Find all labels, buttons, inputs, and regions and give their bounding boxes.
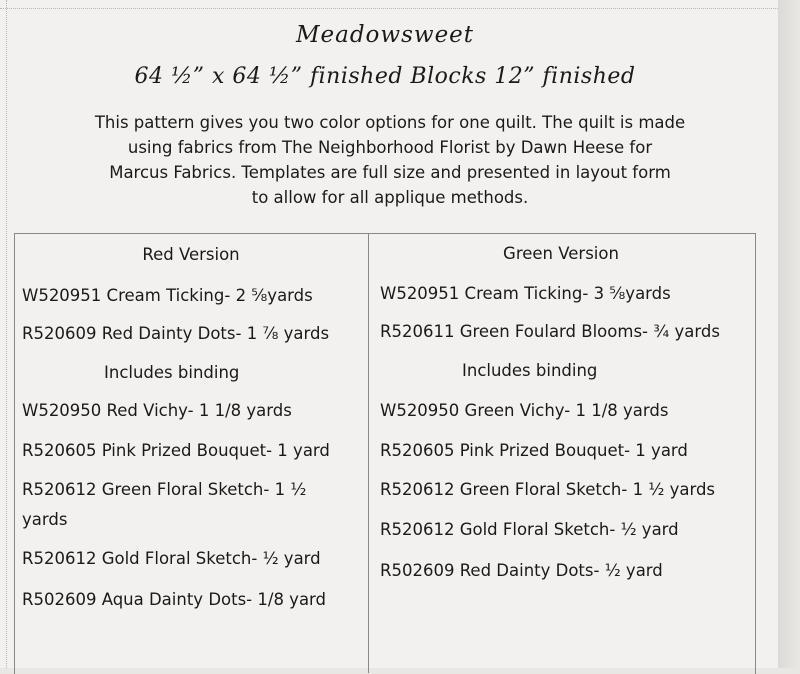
green-fabric-line: R502609 Red Dainty Dots- ½ yard (380, 561, 663, 580)
green-version-heading: Green Version (503, 244, 619, 263)
description-line: to allow for all applique methods. (251, 188, 529, 207)
green-fabric-line: R520611 Green Foulard Blooms- ¾ yards (380, 322, 720, 341)
card-edge-shadow (778, 0, 800, 668)
description-line: Marcus Fabrics. Templates are full size and presented in layout form (109, 163, 671, 182)
pattern-dimensions: 64 ½” x 64 ½” finished Blocks 12” finished (134, 64, 636, 89)
red-fabric-line: R520612 Green Floral Sketch- 1 ½ (22, 480, 307, 499)
red-fabric-line: W520950 Red Vichy- 1 1/8 yards (22, 401, 292, 420)
green-binding-note: Includes binding (462, 361, 598, 380)
column-divider (368, 233, 369, 673)
red-binding-note: Includes binding (104, 363, 240, 382)
red-fabric-line: R520609 Red Dainty Dots- 1 ⅞ yards (22, 324, 330, 343)
red-fabric-line: R520605 Pink Prized Bouquet- 1 yard (22, 441, 330, 460)
green-fabric-line: W520951 Cream Ticking- 3 ⅝yards (380, 284, 671, 303)
green-fabric-line: R520612 Gold Floral Sketch- ½ yard (380, 520, 679, 539)
pattern-title: Meadowsweet (295, 22, 475, 48)
red-fabric-line-continued: yards (22, 510, 68, 529)
green-fabric-line: R520612 Green Floral Sketch- 1 ½ yards (380, 480, 716, 499)
pattern-description (60, 110, 720, 210)
description-line: using fabrics from The Neighborhood Florist by Dawn Heese for (127, 138, 653, 157)
perforation-vertical (6, 0, 7, 668)
red-fabric-line: W520951 Cream Ticking- 2 ⅝yards (22, 286, 313, 305)
green-fabric-line: R520605 Pink Prized Bouquet- 1 yard (380, 441, 688, 460)
red-fabric-line: R520612 Gold Floral Sketch- ½ yard (22, 549, 321, 568)
perforation-horizontal (0, 8, 778, 9)
red-version-heading: Red Version (142, 245, 240, 264)
description-line: This pattern gives you two color options for one quilt. The quilt is made (94, 113, 686, 132)
green-fabric-line: W520950 Green Vichy- 1 1/8 yards (380, 401, 669, 420)
red-fabric-line: R502609 Aqua Dainty Dots- 1/8 yard (22, 590, 327, 609)
